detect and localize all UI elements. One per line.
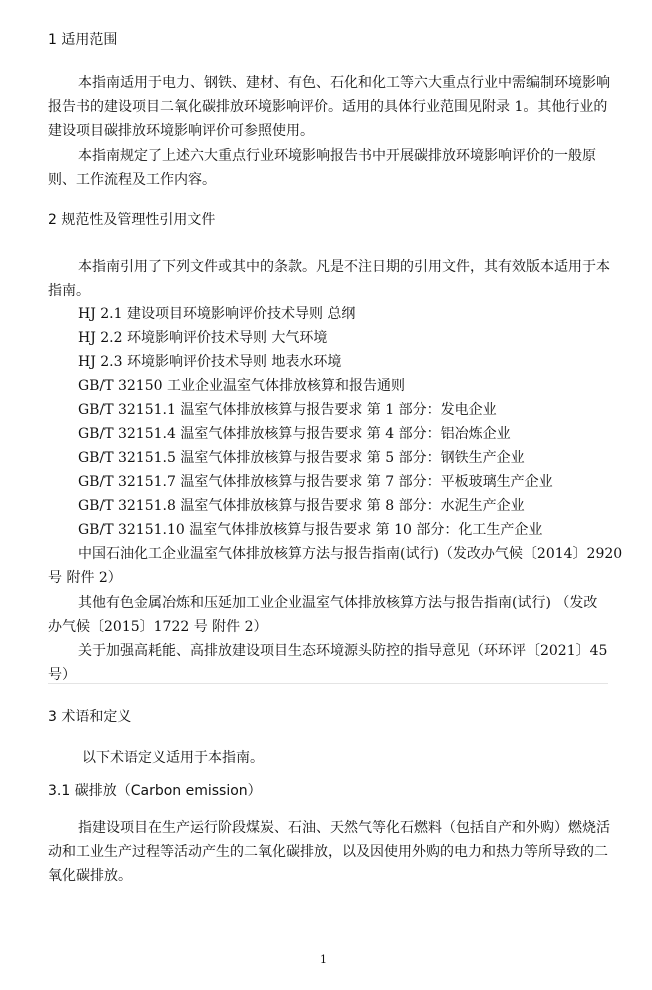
reference-item-long-2: 其他有色金属冶炼和压延加工业企业温室气体排放核算方法与报告指南(试行) （发改 [78, 595, 598, 611]
reference-item: GB/T 32151.1 温室气体排放核算与报告要求 第 1 部分：发电企业 [78, 402, 497, 418]
s1-p1-line-1: 本指南适用于电力、钢铁、建材、有色、石化和化工等六大重点行业中需编制环境影响 [78, 75, 610, 91]
s2-intro-line-2: 指南。 [48, 283, 90, 299]
s1-p2-line-2: 则、工作流程及工作内容。 [48, 172, 216, 188]
reference-item: HJ 2.2 环境影响评价技术导则 大气环境 [78, 330, 328, 346]
section-2-heading: 2 规范性及管理性引用文件 [48, 212, 216, 228]
s1-p2-line-1: 本指南规定了上述六大重点行业环境影响报告书中开展碳排放环境影响评价的一般原 [78, 148, 596, 164]
reference-item-long-3-cont: 号） [48, 667, 76, 683]
section-1-heading: 1 适用范围 [48, 32, 118, 48]
subsection-3-1-heading: 3.1 碳排放（Carbon emission） [48, 783, 262, 799]
s3-intro: 以下术语定义适用于本指南。 [82, 750, 264, 766]
section-divider [48, 683, 608, 684]
reference-item-long-3: 关于加强高耗能、高排放建设项目生态环境源头防控的指导意见（环环评〔2021〕45 [78, 643, 608, 659]
reference-item: GB/T 32151.8 温室气体排放核算与报告要求 第 8 部分：水泥生产企业 [78, 498, 525, 514]
s3-def-line-2: 动和工业生产过程等活动产生的二氧化碳排放，以及因使用外购的电力和热力等所导致的二 [48, 844, 608, 860]
s3-def-line-3: 氧化碳排放。 [48, 868, 132, 884]
reference-item: HJ 2.3 环境影响评价技术导则 地表水环境 [78, 354, 342, 370]
reference-item: GB/T 32151.10 温室气体排放核算与报告要求 第 10 部分：化工生产企业 [78, 522, 543, 538]
reference-item: GB/T 32150 工业企业温室气体排放核算和报告通则 [78, 378, 405, 394]
reference-item: GB/T 32151.4 温室气体排放核算与报告要求 第 4 部分：铝冶炼企业 [78, 426, 511, 442]
reference-item-long-1-cont: 号 附件 2） [48, 570, 122, 586]
reference-item: GB/T 32151.7 温室气体排放核算与报告要求 第 7 部分：平板玻璃生产企业 [78, 474, 553, 490]
s2-intro-line-1: 本指南引用了下列文件或其中的条款。凡是不注日期的引用文件，其有效版本适用于本 [78, 259, 610, 275]
reference-item: HJ 2.1 建设项目环境影响评价技术导则 总纲 [78, 306, 356, 322]
reference-item: GB/T 32151.5 温室气体排放核算与报告要求 第 5 部分：钢铁生产企业 [78, 450, 525, 466]
page-number: 1 [320, 953, 327, 966]
s1-p1-line-2: 报告书的建设项目二氧化碳排放环境影响评价。适用的具体行业范围见附录 1。其他行业的 [48, 99, 608, 115]
reference-item-long-1: 中国石油化工企业温室气体排放核算方法与报告指南(试行)（发改办气候〔2014〕2920 [78, 546, 623, 562]
s3-def-line-1: 指建设项目在生产运行阶段煤炭、石油、天然气等化石燃料（包括自产和外购）燃烧活 [78, 820, 610, 836]
section-3-heading: 3 术语和定义 [48, 709, 132, 725]
s1-p1-line-3: 建设项目碳排放环境影响评价可参照使用。 [48, 123, 314, 139]
reference-item-long-2-cont: 办气候〔2015〕1722 号 附件 2） [48, 619, 268, 635]
